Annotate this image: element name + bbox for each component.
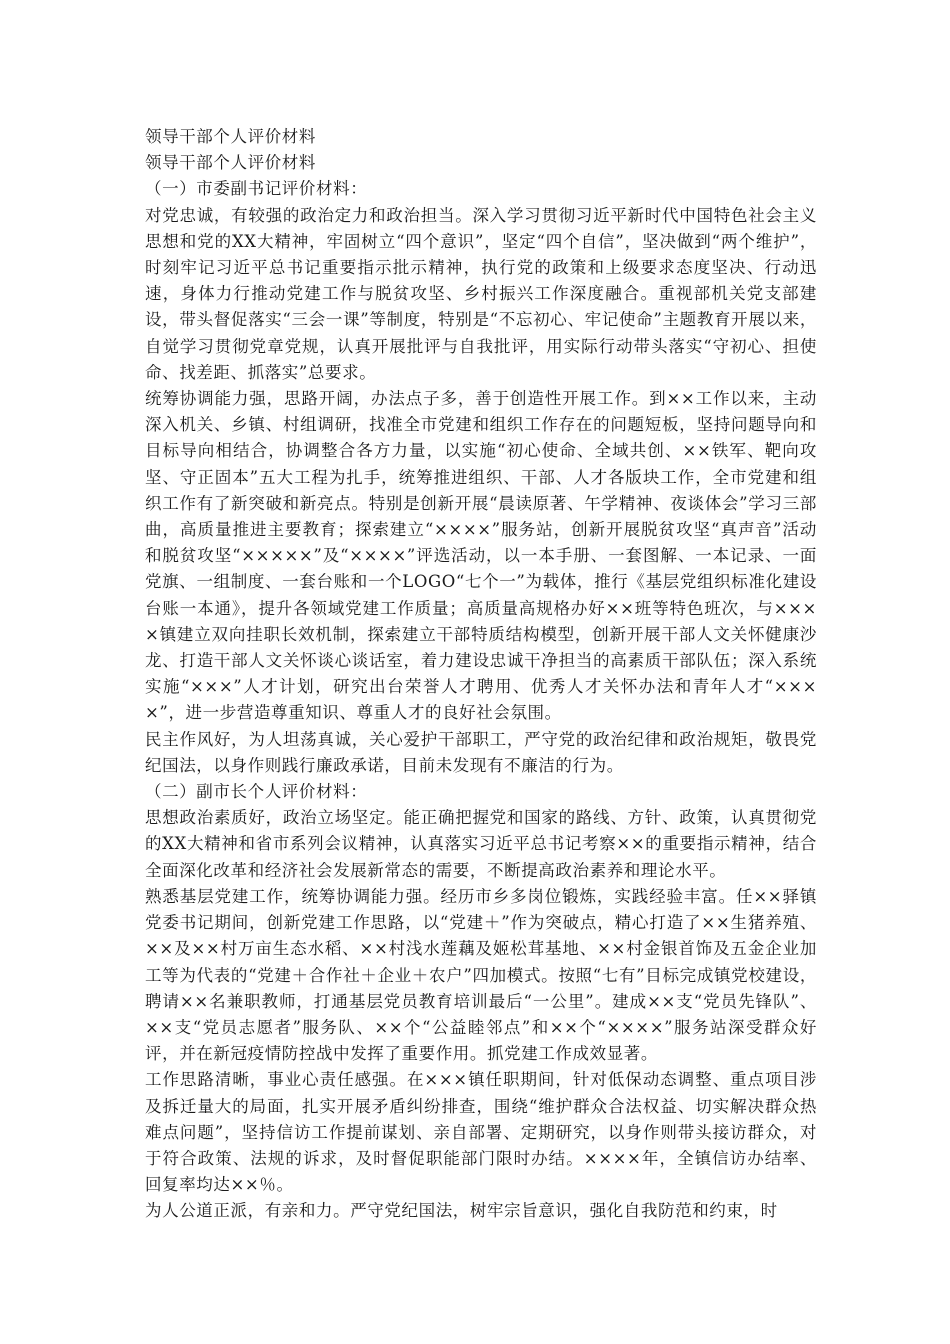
document-body: [145, 124, 817, 1225]
document-subtitle: 领导干部个人评价材料: [145, 153, 316, 173]
section-2-heading: （二）副市长个人评价材料：: [145, 782, 368, 802]
section-1-heading: （一）市委副书记评价材料：: [145, 179, 368, 199]
section-1-paragraph-1: 对党忠诚，有较强的政治定力和政治担当。深入学习贯彻习近平新时代中国特色社会主义思想和党的XX大精神，牢固树立“四个意识”，坚定“四个自信”，坚决做到“两个维护”，时刻牢记习近平总书记重要指示批示精神，执行党的政策和上级要求态度坚决、行动迅速，身体力行推动党建工作与脱贫攻坚、乡村振兴工作深度融合。重视部机关党支部建设，带头督促落实“三会一课”等制度，特别是“不忘初心、牢记使命”主题教育开展以来，自觉学习贯彻党章党规，认真开展批评与自我批评，用实际行动带头落实“守初心、担使命、找差距、抓落实”总要求。: [145, 205, 817, 382]
document-title: 领导干部个人评价材料: [145, 127, 316, 146]
section-1-paragraph-2: 统筹协调能力强，思路开阔，办法点子多，善于创造性开展工作。到××工作以来，主动深入机关、乡镇、村组调研，找准全市党建和组织工作存在的问题短板，坚持问题导向和目标导向相结合，协调整合各方力量，以实施“初心使命、全域共创、××铁军、靶向攻坚、守正固本”五大工程为扎手，统筹推进组织、干部、人才各版块工作，全市党建和组织工作有了新突破和新亮点。特别是创新开展“晨读原著、午学精神、夜谈体会”学习三部曲，高质量推进主要教育；探索建立“××××”服务站，创新开展脱贫攻坚“真声音”活动和脱贫攻坚“×××××”及“××××”评选活动，以一本手册、一套图解、一本记录、一面党旗、一组制度、一套台账和一个LOGO“七个一”为载体，推行《基层党组织标准化建设台账一本通》，提升各领域党建工作质量；高质量高规格办好××班等特色班次，与××××镇建立双向挂职长效机制，探索建立干部特质结构模型，创新开展干部人文关怀健康沙龙、打造干部人文关怀谈心谈话室，着力建设忠诚干净担当的高素质干部队伍；深入系统实施“×××”人才计划，研究出台荣誉人才聘用、优秀人才关怀办法和青年人才“××××”，进一步营造尊重知识、尊重人才的良好社会氛围。: [145, 389, 817, 723]
section-2-paragraph-1: 思想政治素质好，政治立场坚定。能正确把握党和国家的路线、方针、政策，认真贯彻党的XX大精神和省市系列会议精神，认真落实习近平总书记考察××的重要指示精神，结合全面深化改革和经济社会发展新常态的需要，不断提高政治素养和理论水平。: [145, 808, 817, 880]
section-2-paragraph-4: 为人公道正派，有亲和力。严守党纪国法，树牢宗旨意识，强化自我防范和约束，时: [145, 1201, 778, 1221]
section-1-paragraph-3: 民主作风好，为人坦荡真诚，关心爱护干部职工，严守党的政治纪律和政治规矩，敬畏党纪国法，以身作则践行廉政承诺，目前未发现有不廉洁的行为。: [145, 729, 817, 775]
section-2-paragraph-3: 工作思路清晰，事业心责任感强。在×××镇任职期间，针对低保动态调整、重点项目涉及拆迁量大的局面，扎实开展矛盾纠纷排查，围绕“维护群众合法权益、切实解决群众热难点问题”，坚持信访工作提前谋划、亲自部署、定期研究，以身作则带头接访群众，对于符合政策、法规的诉求，及时督促职能部门限时办结。××××年，全镇信访办结率、回复率均达××％。: [145, 1070, 817, 1195]
section-2-paragraph-2: 熟悉基层党建工作，统筹协调能力强。经历市乡多岗位锻炼，实践经验丰富。任××驿镇党委书记期间，创新党建工作思路，以“党建＋”作为突破点，精心打造了××生猪养殖、××及××村万亩生态水稻、××村浅水莲藕及姬松茸基地、××村金银首饰及五金企业加工等为代表的“党建＋合作社＋企业＋农户”四加模式。按照“七有”目标完成镇党校建设，聘请××名兼职教师，打通基层党员教育培训最后“一公里”。建成××支“党员先锋队”、××支“党员志愿者”服务队、××个“公益睦邻点”和××个“××××”服务站深受群众好评，并在新冠疫情防控战中发挥了重要作用。抓党建工作成效显著。: [145, 886, 817, 1064]
